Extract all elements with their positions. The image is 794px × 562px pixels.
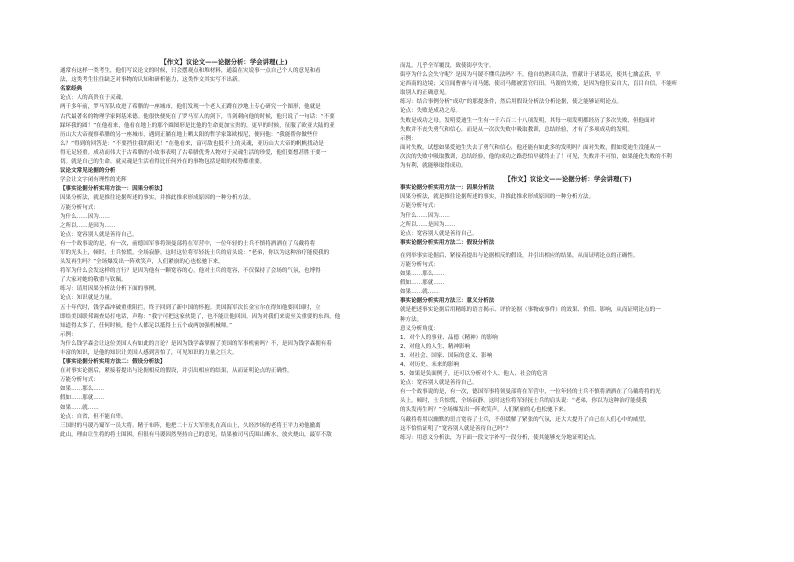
section-heading: 名家经典 <box>60 86 83 93</box>
text-line: 有一个故事说的是，有一次，德国军事将领曼部将在军营中，一位年轻的士兵不慎将酒洒在了乌戴将将的光 <box>400 389 661 396</box>
text-line: 有一个故事说的是，有一次，前德国军事将领曼部将在军营中，一位年轻的士兵不慎将酒洒在了乌戴将将 <box>60 240 316 247</box>
text-line: 此山，理由让生将的将士围困，但很有马谡因然坚持自己的意见，结果被司马氏围山断水，放火烧山，最军不敌 <box>60 431 332 438</box>
text-line: 论点：知识就是力量。 <box>60 295 116 302</box>
text-line: 为什么……因为…… <box>400 212 450 219</box>
text-line: 为有利，就能够取得成功。 <box>400 163 467 170</box>
text-line: 2、对他人的人生、精神影响 <box>400 343 471 350</box>
text-line: 就是把述事实论据后用精练的语言揭示、评价论据（事物或事件）的效果、价值、影响，从而证明论点的一 <box>400 307 661 314</box>
text-line: 这不恰恰证明了“宽容别人就是善待自己吗”？ <box>400 425 512 432</box>
text-line: 假如……那就…… <box>400 280 445 287</box>
text-line: 么？”得到的回答是：“不要挡住我的阳光！”在他看来，富可敌也抵不上的灵魂，亚历山大大帝的帆帆找动是 <box>60 140 324 147</box>
text-line: 的头发再生吗？”全场爆发出一阵欢笑声，人们紧崩的心也松驰下来。 <box>400 407 570 414</box>
text-line: 学会让文字闭有理性的光辉 <box>60 177 127 184</box>
text-line: 因果分析法，就是推往论据所述的事实，并推此推求形成原因的一种分析方法。 <box>400 194 595 201</box>
text-line: 三国时的马谡乃蜀军一员大将。精于布阵，他把二十万大军驻扎在高山上，久经沙场的老将王平力劝他撤离 <box>60 422 321 429</box>
text-line: 法，这类考生往往缺乏对事物的认知和研析能力，这类作文其实写不出新。 <box>60 77 244 84</box>
text-line: 了大家对她的敬重与钦佩。 <box>60 277 127 284</box>
text-line: 5、如果是负面例子，还可以分析对个人、他人、社会的危害 <box>400 371 548 378</box>
text-line: 如果……就…… <box>60 404 99 411</box>
text-line: 假如……那就…… <box>60 395 105 402</box>
text-line: 军的光头上，顿时，士兵惊慌，全场寂静。这时这位将军轻抚士兵的肩头说：“老弟，你以为这种治疗能使我的 <box>60 249 330 256</box>
text-line: 练习：用意义分析法，为下面一段文字补写一段分析，使其能够充分地证明论点。 <box>400 434 600 441</box>
text-line: 在对事实论据后，紧接着提出与论据相反的假设，并引出相应的结果，从而证明论点的正确性。 <box>60 368 293 375</box>
text-line: 1、对个人的事业、品德（精神）的影响 <box>400 334 498 341</box>
text-line: 之所以……是因为…… <box>400 221 456 228</box>
text-line: 次次的失败中吸取教训，总结经验，他的成功之路恐怕早就终止了！可见，失败并不可怕，如果能化失败的不利 <box>400 153 672 160</box>
text-line: 而乱，几乎全军覆没，致使街亭失守。 <box>400 63 495 69</box>
text-line: 知道得太多了，任何时候，他个人都足以抵得上五个或两加强机械师。” <box>60 322 233 329</box>
text-line: 踩坏我的圆！”在他看来，他看在地上的那个圆图形是比他的生命更加宝贵的。更早的时候，征服了欧亚大陆的亚 <box>60 122 335 129</box>
text-line: 万能分析句式： <box>60 204 99 211</box>
text-line: 论点：宽容别人就是善待自己。 <box>400 230 478 237</box>
text-line: 之所以……是因为…… <box>60 222 116 229</box>
right-column <box>400 62 736 443</box>
text-line: 定西南的边境；又宣闻曹睿与司马懿，使司马懿被罢官归田。马谡的失败，是因为他狂妄自大，盲目自信，不能听 <box>400 81 678 88</box>
text-line: 古代最著名的物理学家阿基米德。他很快便死在了罗马军人的剑下，当剑刺向他的时候，他只说了一句话：“不要 <box>60 113 335 120</box>
section-heading: 事实论据分析实用方法二：假设分析法 <box>400 239 495 246</box>
text-line: 通常有这样一类考生，他们写议论文的时候，只会摆观点和堆材料，通篇在灾说事一点自己个人的意见和看 <box>60 68 321 75</box>
text-line: 论点：人的高贵在于灵魂。 <box>60 95 127 102</box>
left-column <box>60 58 388 440</box>
section-title: 【作文】议论文——论据分析：学会讲理(上) <box>160 58 288 66</box>
text-line: 为什么钱学森会让这位美国人有如此的言论？是因为钱学森掌握了美国的军事机密吗？不，是因为钱学森拥有着 <box>60 340 332 347</box>
text-line: 论点：宽容别人就是善待自己。 <box>400 380 478 387</box>
text-line: 头上。顿时，士兵惊慌，全场寂静。这时这位将军轻抚士兵的肩头说：“老弟，你以为这种治疗能使我 <box>400 398 647 405</box>
text-line: 3、对社会、国家、国际的意义、影响 <box>400 352 493 359</box>
text-line: 如果……那么…… <box>400 271 445 278</box>
text-line: 历山大大帝视察希腊的另一座城市，遇到正躺在地上晒太阳的哲学家第欧根尼，便问他：“我能帮你做些什 <box>60 131 319 138</box>
text-line: 切。就是自己的生命。就灵魂是生活看得比任何外在的事物包括是眼的权势都重要。 <box>60 159 266 166</box>
text-line: 在列举事实论据后，紧接着提出与论据相反的假设，并引出相应的结果，从而证明论点的正确性。 <box>400 252 639 259</box>
text-line: 取别人的正确意见。 <box>400 90 450 97</box>
text-line: 论点：失败是成功之母。 <box>400 108 462 115</box>
section-heading: 【事实论据分析实用方法一：因果分析法】 <box>60 186 166 193</box>
text-line: 失败并不丧失勇气和信心，而是从一次次失败中吸取教训，总结经验，才有了多项成功的发明。 <box>400 126 633 133</box>
text-line: 如果……那么…… <box>60 386 105 393</box>
text-line: 即给美国联邦调查局打电话，声称：“我宁可把这家伙毙了，也不能让他回国。因为对我们来说至关重要的东西，他 <box>60 313 341 320</box>
section-heading: 议论文常见论据的分析 <box>60 168 116 175</box>
text-line: 练习：结合事例分析“成功”的那提条件，然后用假设分析法分析论据，使之能够证明论点。 <box>400 99 623 106</box>
text-line: 街亭为什么会失守呢？是因为马谡不懂兵法吗？不，他自幼熟读兵法，曾献计于诸葛亮，使其七擒孟获，平 <box>400 72 661 79</box>
text-line: 万能分析句式： <box>400 203 439 210</box>
text-line: 意义分析角度： <box>400 325 439 332</box>
text-line: 头发再生吗？”全场爆发出一阵欢笑声，人们紧崩的心也松驰下来。 <box>60 259 224 266</box>
text-line: 为什么……因为…… <box>60 213 110 220</box>
text-line: 五十年代时，钱学森冲破重重阻拦，终于回到了新中国的怀抱。美国海军次长金宝尔在得知他要回国时，立 <box>60 304 321 311</box>
text-line: 如果……就…… <box>400 289 439 296</box>
section-heading: 【事实论据分析实用方法二：假设分析法】 <box>60 359 166 366</box>
section-heading: 事实论据分析实用方法三：意义分析法 <box>400 298 495 305</box>
text-line: 丰富的知识，是他的知识让美国人感到害怕了，可见知识的力量之巨大。 <box>60 350 238 356</box>
text-line: 论点：自省，但不能自卑。 <box>60 413 127 420</box>
section-heading: 事实论据分析实用方法一：因果分析法 <box>400 185 495 192</box>
text-line: 万能分析句式： <box>400 261 439 268</box>
text-line: 将军为什么会发这样的言行？是因为他有一颗宽容的心，他对士兵的宽容，不仅保持了会场的气氛，也博得 <box>60 268 321 275</box>
text-line: 种方法。 <box>400 316 423 323</box>
text-line: 练习：请用因果分析法分析下面的事例。 <box>60 286 160 293</box>
text-line: 得无足轻重。成功而伟大于古希腊的小故事表明了古希腊优秀人物对于灵魂生活的珍爱，他们要想甚胜于要一 <box>60 149 327 156</box>
text-line: 因果分析法，就是推往论据所述的事实，并推此推求形成原因的一种分析方法。 <box>60 195 255 202</box>
text-line: 面对失败，试想如果爱迪生失去了勇气和信心，他还能有如此多的发明吗？面对失败，假如爱迪生没能从一 <box>400 144 661 151</box>
text-line: 失败是成功之母。发明爱迪生一生有一千六百二十八项发明，其每一项发明都经历了多次失败，但他面对 <box>400 117 656 124</box>
section-title: 【作文】议论文——论据分析：学会讲理(下) <box>504 175 632 184</box>
text-line: 乌戴将将用以幽默的语言宽容了士兵，不但缓解了紧张的气氛，还大大提升了自己在人们心中的威望， <box>400 416 650 423</box>
text-line: 示例： <box>400 135 417 142</box>
text-line: 两千多年前，罗马军队攻进了希腊的一座城市，他们发现一个老人正蹲在沙地上专心研究一个图形，他就是 <box>60 104 321 111</box>
text-line: 示例： <box>60 331 77 338</box>
text-line: 万能分析句式： <box>60 377 99 384</box>
text-line: 4、对历史、未来的影响 <box>400 362 459 368</box>
text-line: 论点：宽容别人就是善待自己。 <box>60 231 138 238</box>
